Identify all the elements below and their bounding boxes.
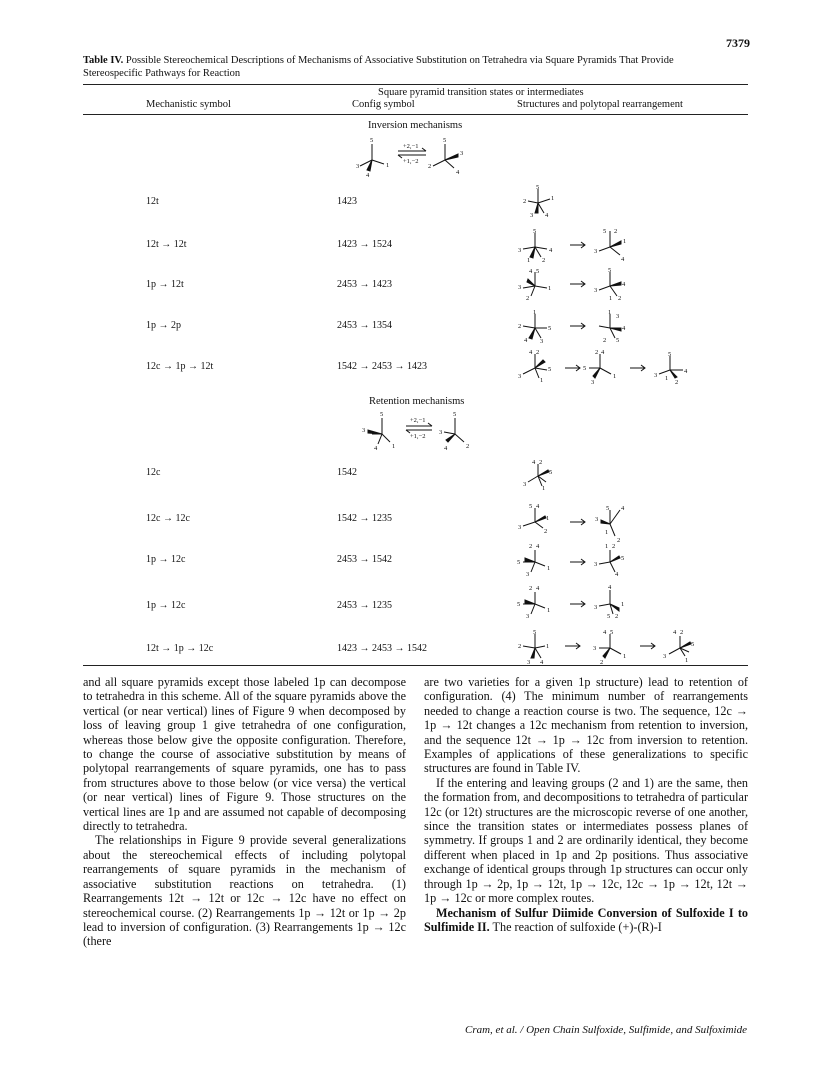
retention-equilibrium-diagram: [360, 410, 490, 450]
svg-text:3: 3: [594, 604, 598, 611]
svg-text:4: 4: [549, 247, 553, 254]
svg-text:5: 5: [616, 337, 620, 344]
svg-text:5: 5: [443, 137, 447, 144]
svg-text:3: 3: [439, 429, 443, 436]
header-config-symbol: Config symbol: [352, 99, 415, 110]
svg-text:5: 5: [536, 268, 540, 275]
svg-text:2: 2: [675, 379, 679, 386]
svg-text:4: 4: [536, 503, 540, 510]
inv-row-5-config: 1542 → 2453 → 1423: [337, 361, 427, 372]
svg-text:5: 5: [533, 629, 537, 636]
svg-text:5: 5: [606, 505, 610, 512]
inv-row-3-symbol: 1p → 12t: [146, 279, 184, 290]
svg-text:2: 2: [428, 163, 432, 170]
svg-text:1: 1: [605, 543, 609, 550]
svg-text:3: 3: [530, 212, 534, 219]
svg-text:4: 4: [374, 445, 378, 450]
svg-text:3: 3: [540, 338, 544, 344]
svg-text:4: 4: [456, 169, 460, 176]
svg-text:2: 2: [618, 295, 622, 302]
left-para-1: and all square pyramids except those labeled 1p can decompose to tetrahedra in this scheme. All of the square pyramids above the vertical (or near vertical) lines of Figure 9 when decomposed by loss of leaving group 1 give tetrahedra of one configuration, whereas those below give the opposite configuration. Therefore, to change the course of associative substitution by means of polytopal rearrangements of square pyramids, one has to pass from structures above to those below (or vice versa) the vertical (or near vertical) lines of Figure 9. Those structures on the vertical lines are 1p and are assumed not capable of decomposing directly to tetrahedra.: [83, 675, 406, 834]
svg-text:1: 1: [621, 601, 625, 608]
svg-text:2: 2: [526, 295, 530, 302]
table-top-rule: [83, 84, 748, 85]
svg-text:2: 2: [518, 323, 522, 330]
inv-row-4-symbol: 1p → 2p: [146, 320, 181, 331]
svg-text:1: 1: [546, 515, 550, 522]
svg-text:1: 1: [605, 529, 609, 536]
svg-text:1: 1: [665, 375, 669, 382]
svg-text:1: 1: [609, 295, 613, 302]
svg-text:5: 5: [608, 267, 612, 274]
ret-row-2-config: 1542 → 1235: [337, 513, 392, 524]
svg-text:4: 4: [621, 505, 625, 512]
svg-text:4: 4: [608, 584, 612, 591]
svg-text:2: 2: [680, 629, 684, 636]
svg-text:2: 2: [614, 228, 618, 235]
structure-row2: [515, 225, 655, 263]
ret-row-3-symbol: 1p → 12c: [146, 554, 186, 565]
svg-text:1: 1: [685, 657, 689, 664]
subsection-text: The reaction of sulfoxide (+)-(R)-I: [492, 919, 662, 934]
svg-text:3: 3: [518, 284, 522, 291]
inv-row-5-symbol: 12c → 1p → 12t: [146, 361, 214, 372]
page-number: 7379: [726, 36, 750, 50]
svg-text:4: 4: [444, 445, 448, 450]
structure-1423: [520, 183, 560, 219]
svg-text:4: 4: [545, 212, 549, 219]
inv-row-3-config: 2453 → 1423: [337, 279, 392, 290]
svg-text:5: 5: [610, 629, 614, 636]
svg-text:3: 3: [518, 373, 522, 380]
svg-text:4: 4: [622, 281, 626, 288]
svg-text:+1,−2: +1,−2: [410, 433, 426, 440]
svg-text:5: 5: [668, 351, 672, 358]
svg-text:3: 3: [526, 613, 530, 620]
ret-row-2-symbol: 12c → 12c: [146, 513, 190, 524]
header-mechanistic-symbol: Mechanistic symbol: [146, 99, 231, 110]
svg-text:5: 5: [548, 325, 552, 332]
ret-row-3-config: 2453 → 1542: [337, 554, 392, 565]
inv-row-1-config: 1423: [337, 196, 357, 207]
structure-ret-row5: [515, 626, 715, 666]
svg-text:5: 5: [607, 613, 611, 620]
svg-text:4: 4: [615, 571, 619, 578]
svg-text:3: 3: [663, 653, 667, 660]
svg-text:3: 3: [518, 524, 522, 531]
svg-text:3: 3: [527, 659, 531, 666]
page-footer: Cram, et al. / Open Chain Sulfoxide, Sulfimide, and Sulfoximide: [465, 1024, 747, 1036]
retention-title: Retention mechanisms: [369, 396, 465, 407]
ret-row-4-config: 2453 → 1235: [337, 600, 392, 611]
svg-text:3: 3: [362, 427, 366, 434]
svg-text:3: 3: [594, 561, 598, 568]
svg-text:4: 4: [532, 459, 536, 466]
svg-text:1: 1: [551, 195, 555, 202]
svg-text:2: 2: [529, 585, 533, 592]
inv-row-1-symbol: 12t: [146, 196, 159, 207]
svg-text:1: 1: [386, 162, 390, 169]
svg-text:5: 5: [621, 555, 625, 562]
svg-text:4: 4: [673, 629, 677, 636]
svg-text:2: 2: [536, 349, 540, 356]
eq-top-label: +2,−1: [403, 143, 419, 150]
inv-row-2-config: 1423 → 1524: [337, 239, 392, 250]
svg-text:4: 4: [524, 337, 528, 344]
inversion-title: Inversion mechanisms: [368, 120, 463, 131]
svg-text:4: 4: [622, 325, 626, 332]
svg-text:3: 3: [593, 645, 597, 652]
right-para-1: are two varieties for a given 1p structure) lead to retention of configuration. (4) The minimum number of rearrangements needed to change a reaction course is two. The sequence, 12c → 1p → 12t changes a 12c mechanism from retention to inversion, and the sequence 12t → 1p → 12c from inversion to retention. Examples of applications of these generalizations to specific structures are found in Table IV.: [424, 675, 748, 776]
svg-text:1: 1: [527, 257, 531, 263]
body-left-column: [83, 675, 406, 949]
svg-text:1: 1: [613, 373, 617, 380]
structure-ret-row3: [515, 540, 655, 580]
svg-text:+2,−1: +2,−1: [410, 417, 426, 424]
svg-text:5: 5: [536, 184, 540, 191]
svg-text:2: 2: [523, 198, 527, 205]
svg-text:1: 1: [546, 643, 550, 650]
svg-text:4: 4: [366, 172, 370, 178]
svg-text:4: 4: [601, 349, 605, 356]
svg-text:1: 1: [542, 485, 546, 492]
svg-text:3: 3: [595, 516, 599, 523]
ret-row-4-symbol: 1p → 12c: [146, 600, 186, 611]
ret-row-1-config: 1542: [337, 467, 357, 478]
svg-text:5: 5: [370, 137, 374, 144]
svg-text:4: 4: [603, 629, 607, 636]
svg-text:4: 4: [621, 256, 625, 263]
ret-row-5-config: 1423 → 2453 → 1542: [337, 643, 427, 654]
svg-text:4: 4: [540, 659, 544, 666]
structure-row3: [515, 266, 655, 302]
table-caption: [83, 54, 723, 80]
svg-text:2: 2: [617, 537, 621, 544]
structure-ret-row4: [515, 582, 655, 622]
svg-text:1: 1: [533, 309, 537, 316]
svg-text:4: 4: [529, 268, 533, 275]
svg-text:4: 4: [684, 368, 688, 375]
svg-text:2: 2: [542, 257, 546, 263]
header-group: Square pyramid transition states or intermediates: [378, 87, 584, 98]
svg-text:1: 1: [548, 285, 552, 292]
left-para-2: The relationships in Figure 9 provide several generalizations about the stereochemical effects of including polytopal rearrangements of square pyramids in the mechanism of associative substitution reactions on tetrahedra. (1) Rearrangements 12t → 12t or 12c → 12c have no effect on stereochemical course. (2) Rearrangements 1p → 12t or 1p → 2p lead to inversion of configuration. (3) Rearrangements 1p → 12c (there: [83, 833, 406, 949]
svg-text:3: 3: [518, 247, 522, 254]
svg-text:5: 5: [517, 559, 521, 566]
svg-text:3: 3: [523, 481, 527, 488]
table-header-rule: [83, 114, 748, 115]
svg-text:3: 3: [594, 248, 598, 255]
structure-ret-row2: [515, 500, 655, 544]
svg-text:5: 5: [691, 641, 695, 648]
svg-text:1: 1: [547, 607, 551, 614]
structure-1542: [520, 456, 560, 492]
right-para-3: [424, 906, 748, 935]
svg-text:4: 4: [536, 543, 540, 550]
svg-text:2: 2: [603, 337, 607, 344]
svg-text:5: 5: [549, 469, 553, 476]
inv-row-4-config: 2453 → 1354: [337, 320, 392, 331]
svg-text:2: 2: [544, 528, 548, 535]
structure-row4: [515, 308, 655, 344]
svg-text:2: 2: [529, 543, 533, 550]
svg-text:3: 3: [356, 163, 360, 170]
structure-row5: [515, 346, 715, 386]
svg-text:2: 2: [612, 543, 616, 550]
svg-text:1: 1: [623, 238, 627, 245]
svg-text:3: 3: [526, 571, 530, 578]
ret-row-1-symbol: 12c: [146, 467, 161, 478]
svg-text:5: 5: [529, 503, 533, 510]
svg-text:5: 5: [453, 411, 457, 418]
svg-text:3: 3: [594, 287, 598, 294]
svg-text:2: 2: [539, 459, 543, 466]
svg-text:3: 3: [654, 372, 658, 379]
svg-text:2: 2: [600, 659, 604, 666]
svg-text:1: 1: [608, 309, 612, 316]
svg-text:4: 4: [529, 349, 533, 356]
svg-text:1: 1: [392, 443, 396, 450]
svg-text:5: 5: [517, 601, 521, 608]
header-structures: Structures and polytopal rearrangement: [517, 99, 683, 110]
svg-text:3: 3: [591, 379, 595, 386]
caption-text: Possible Stereochemical Descriptions of Mechanisms of Associative Substitution on Tetrahedra via Square Pyramids That Provide Stereospecific Pathways for Reaction: [83, 55, 674, 79]
svg-text:5: 5: [533, 228, 537, 235]
inv-row-2-symbol: 12t → 12t: [146, 239, 187, 250]
svg-text:2: 2: [615, 613, 619, 620]
svg-text:1: 1: [623, 653, 627, 660]
svg-text:5: 5: [380, 411, 384, 418]
svg-text:2: 2: [518, 643, 522, 650]
eq-bottom-label: +1,−2: [403, 158, 419, 165]
inversion-equilibrium-diagram: [350, 134, 480, 178]
svg-text:5: 5: [603, 228, 607, 235]
svg-text:5: 5: [548, 366, 552, 373]
svg-text:1: 1: [547, 565, 551, 572]
svg-text:5: 5: [583, 365, 587, 372]
caption-label: Table IV.: [83, 55, 124, 66]
svg-text:3: 3: [616, 313, 620, 320]
svg-text:1: 1: [540, 377, 544, 384]
svg-text:2: 2: [595, 349, 599, 356]
subsection-heading: Mechanism of Sulfur Diimide Conversion of Sulfoxide I to Sulfimide II.: [424, 905, 748, 934]
svg-text:4: 4: [536, 585, 540, 592]
svg-text:3: 3: [460, 150, 464, 157]
body-right-column: [424, 675, 748, 934]
right-para-2: If the entering and leaving groups (2 and 1) are the same, then the formation from, and decompositions to tetrahedra of particular 12c (or 12t) structures are the microscopic reverse of one another, since the transition states or intermediates possess planes of symmetry. If groups 1 and 2 are ordinarily identical, they become different when placed in 1p and 2p positions. Thus associative exchange of identical groups through 1p structures can occur only through 1p → 2p, 1p → 12t, 1p → 12c, 12c → 1p → 12t, 12t → 1p → 12c or more complex routes.: [424, 775, 748, 906]
ret-row-5-symbol: 12t → 1p → 12c: [146, 643, 214, 654]
svg-text:2: 2: [466, 443, 470, 450]
